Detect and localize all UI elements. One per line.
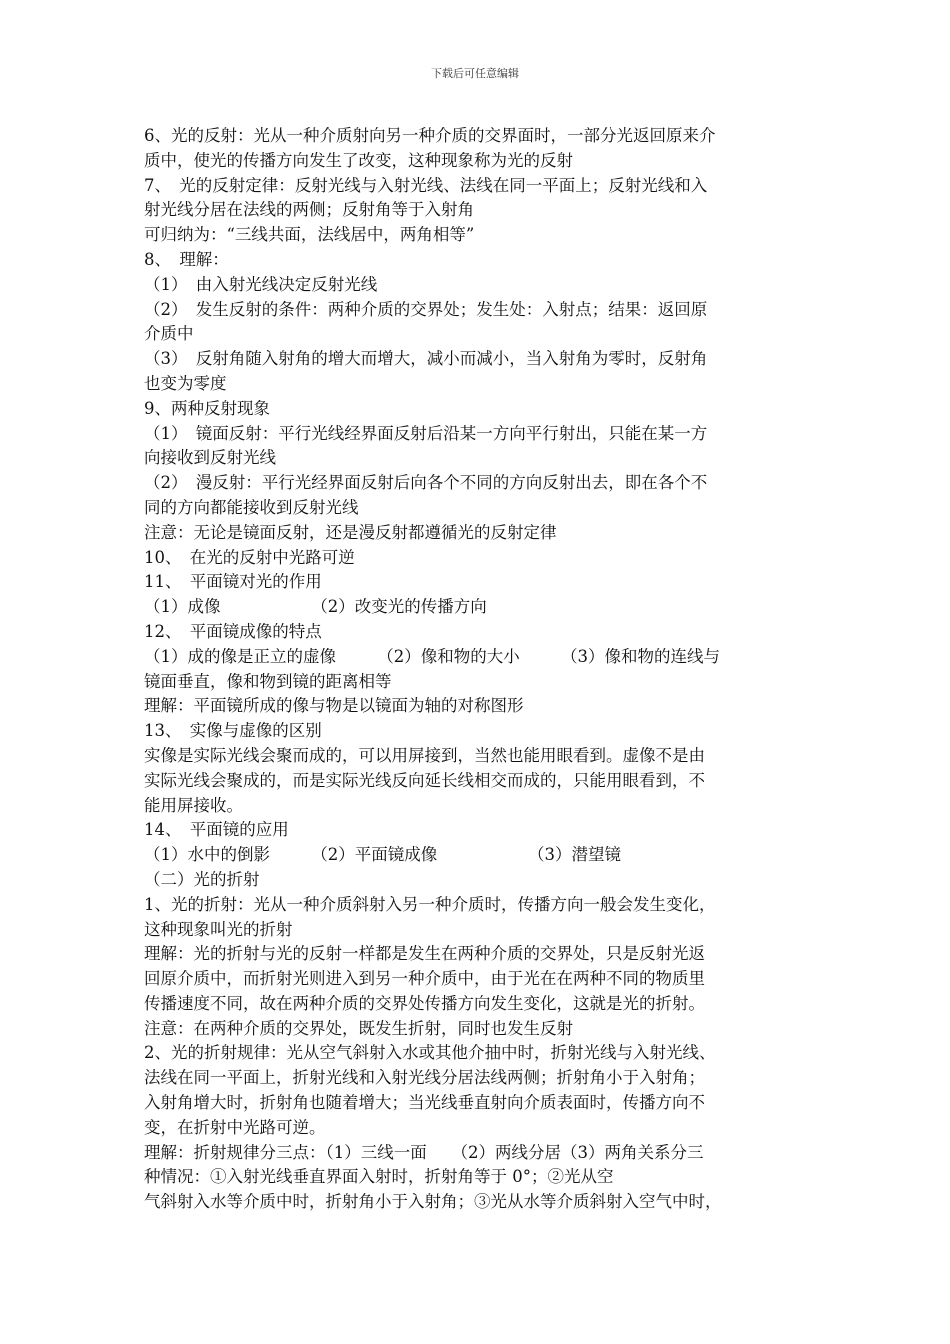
text-line: 传播速度不同，故在两种介质的交界处传播方向发生变化，这就是光的折射。 bbox=[144, 993, 705, 1013]
text-line: （1） 镜面反射：平行光线经界面反射后沿某一方向平行射出，只能在某一方 bbox=[144, 423, 708, 443]
text-line: 8、 理解： bbox=[144, 249, 229, 269]
text-line: 13、 实像与虚像的区别 bbox=[144, 721, 322, 741]
text-line: 14、 平面镜的应用 bbox=[144, 820, 289, 840]
text-line: 注意：无论是镜面反射，还是漫反射都遵循光的反射定律 bbox=[144, 522, 557, 542]
text-line: 10、 在光的反射中光路可逆 bbox=[144, 547, 355, 567]
text-line: 回原介质中，而折射光则进入到另一种介质中，由于光在在两种不同的物质里 bbox=[144, 969, 705, 989]
text-line: 理解：平面镜所成的像与物是以镜面为轴的对称图形 bbox=[144, 696, 524, 716]
text-line: （二）光的折射 bbox=[144, 869, 260, 889]
text-line: 介质中 bbox=[144, 324, 194, 344]
text-line: 法线在同一平面上，折射光线和入射光线分居法线两侧；折射角小于入射角； bbox=[144, 1068, 705, 1088]
text-line: 实际光线会聚成的，而是实际光线反向延长线相交而成的，只能用眼看到，不 bbox=[144, 770, 705, 790]
text-line: 6、光的反射：光从一种介质射向另一种介质的交界面时，一部分光返回原来介 bbox=[144, 126, 716, 145]
text-line: 7、 光的反射定律：反射光线与入射光线、法线在同一平面上；反射光线和入 bbox=[144, 175, 708, 195]
text-line: 注意：在两种介质的交界处，既发生折射，同时也发生反射 bbox=[144, 1018, 573, 1038]
text-line: 实像是实际光线会聚而成的，可以用屏接到，当然也能用眼看到。虚像不是由 bbox=[144, 745, 705, 765]
text-line: 同的方向都能接收到反射光线 bbox=[144, 497, 359, 517]
text-line: 能用屏接收。 bbox=[144, 795, 243, 815]
text-line: 这种现象叫光的折射 bbox=[144, 919, 293, 939]
page-header: 下载后可任意编辑 bbox=[431, 67, 519, 80]
text-line: 气斜射入水等介质中时，折射角小于入射角；③光从水等介质斜射入空气中时， bbox=[144, 1192, 722, 1212]
text-line: （3） 反射角随入射角的增大而增大，减小而减小，当入射角为零时，反射角 bbox=[144, 349, 708, 369]
text-line: 变，在折射中光路可逆。 bbox=[144, 1117, 326, 1137]
text-line: 理解：折射规律分三点：（1）三线一面 （2）两线分居（3）两角关系分三 bbox=[144, 1142, 704, 1162]
text-line: 入射角增大时，折射角也随着增大；当光线垂直射向介质表面时，传播方向不 bbox=[144, 1093, 705, 1113]
text-line: （2） 漫反射：平行光经界面反射后向各个不同的方向反射出去，即在各个不 bbox=[144, 473, 708, 493]
text-line: 可归纳为：“三线共面，法线居中，两角相等” bbox=[144, 225, 475, 245]
text-line: 质中，使光的传播方向发生了改变，这种现象称为光的反射 bbox=[144, 150, 573, 170]
text-line: 理解：光的折射与光的反射一样都是发生在两种介质的交界处，只是反射光返 bbox=[144, 944, 705, 964]
text-line: （1）成像 （2）改变光的传播方向 bbox=[144, 597, 487, 617]
text-line: 1、光的折射：光从一种介质斜射入另一种介质时，传播方向一般会发生变化， bbox=[144, 894, 716, 914]
text-line: 12、 平面镜成像的特点 bbox=[144, 621, 322, 641]
text-line: 11、 平面镜对光的作用 bbox=[144, 572, 322, 592]
text-line: （1）水中的倒影 （2）平面镜成像 （3）潜望镜 bbox=[144, 845, 621, 865]
text-line: 射光线分居在法线的两侧；反射角等于入射角 bbox=[144, 200, 474, 220]
text-line: 2、光的折射规律：光从空气斜射入水或其他介抽中时，折射光线与入射光线、 bbox=[144, 1043, 716, 1063]
text-line: （1） 由入射光线决定反射光线 bbox=[144, 274, 378, 294]
text-line: 也变为零度 bbox=[144, 373, 227, 393]
text-line: 镜面垂直，像和物到镜的距离相等 bbox=[144, 671, 392, 691]
document-body bbox=[144, 124, 809, 1215]
text-line: 9、两种反射现象 bbox=[144, 398, 270, 418]
text-line: （1）成的像是正立的虚像 （2）像和物的大小 （3）像和物的连线与 bbox=[144, 646, 720, 666]
text-line: （2） 发生反射的条件：两种介质的交界处；发生处：入射点；结果：返回原 bbox=[144, 299, 708, 319]
text-line: 种情况：①入射光线垂直界面入射时，折射角等于 0°；②光从空 bbox=[144, 1167, 614, 1187]
text-line: 向接收到反射光线 bbox=[144, 448, 276, 468]
